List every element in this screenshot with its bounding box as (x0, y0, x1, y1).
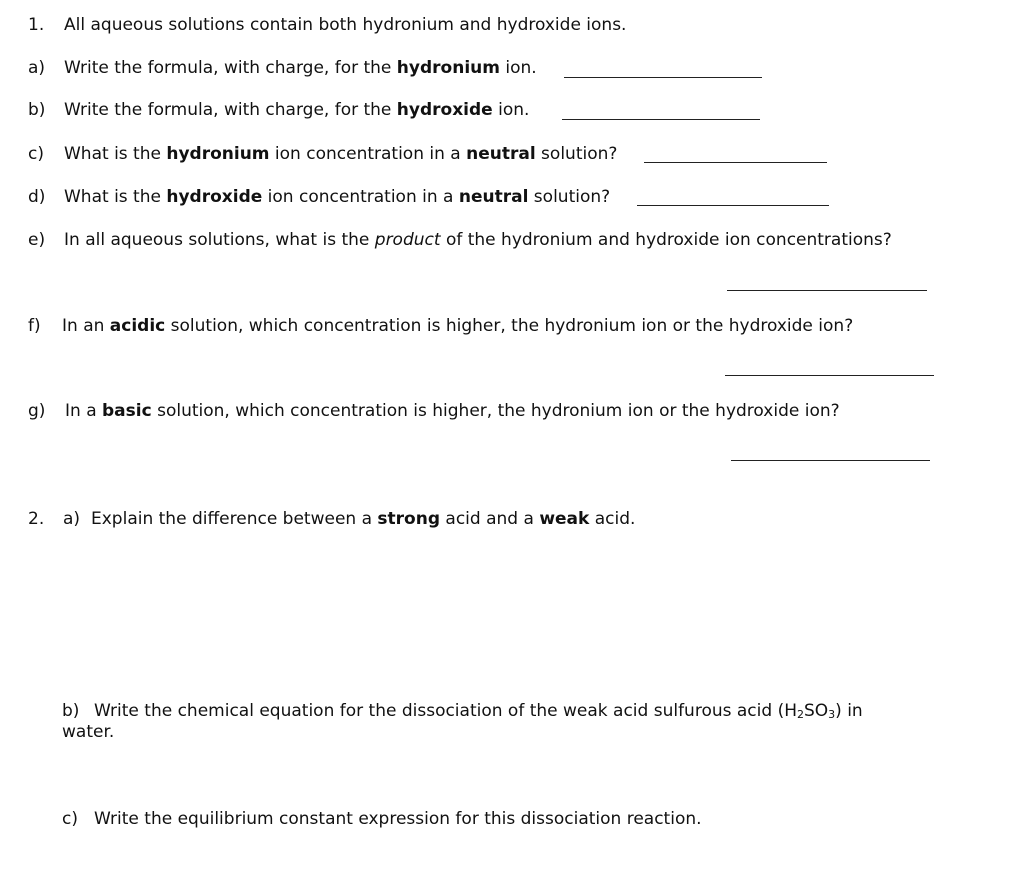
q1d-text-bold2: neutral (458, 187, 529, 207)
q1d-label: d) (28, 187, 46, 207)
q2b-answer-space[interactable] (60, 750, 960, 800)
q1c-label: c) (28, 144, 44, 164)
q2a-text-pre: Explain the difference between a (91, 509, 378, 529)
q1a-question (28, 57, 537, 79)
q1b-text-bold: hydroxide (396, 100, 493, 120)
q1-number: 1. (28, 15, 45, 35)
q1f-text-bold: acidic (109, 316, 166, 336)
q2c-question (62, 808, 702, 830)
q1d-text-mid: ion concentration in a (262, 187, 459, 207)
q2c-label: c) (62, 809, 78, 829)
q1e-answer-blank[interactable] (727, 290, 927, 291)
q1a-label: a) (28, 58, 46, 78)
q1c-text-bold2: neutral (466, 144, 536, 164)
q2a-text-post: acid. (589, 509, 636, 529)
q1g-text-post: solution, which concentration is higher, the hydronium ion or the hydroxide ion? (151, 401, 840, 421)
q1a-text-pre: Write the formula, with charge, for the (64, 58, 397, 78)
q1d-answer-blank[interactable] (637, 205, 829, 206)
q1-stem: All aqueous solutions contain both hydronium and hydroxide ions. (64, 15, 627, 35)
q1f-answer-blank[interactable] (725, 375, 934, 376)
q1g-label: g) (28, 401, 46, 421)
q2a-answer-space[interactable] (60, 540, 960, 690)
q2b-question-line1 (62, 700, 863, 726)
q1c-question (28, 143, 617, 165)
q2b-label: b) (62, 701, 80, 721)
q1g-text-bold: basic (102, 401, 152, 421)
q1-header (28, 14, 626, 36)
q1b-label: b) (28, 100, 46, 120)
q1b-answer-blank[interactable] (562, 119, 760, 120)
q2b-text-post: ) in (835, 701, 863, 721)
q1f-question (28, 315, 853, 337)
q2b-text-so: SO (804, 701, 829, 721)
q2a-label: a) (63, 509, 81, 529)
q1c-text-pre: What is the (64, 144, 167, 164)
q1d-question (28, 186, 610, 208)
q1g-answer-blank[interactable] (731, 460, 930, 461)
q2a-text-bold1: strong (377, 509, 441, 529)
q1f-text-post: solution, which concentration is higher, the hydronium ion or the hydroxide ion? (165, 316, 854, 336)
q2a-text-bold2: weak (539, 509, 590, 529)
q1c-text-bold1: hydronium (166, 144, 270, 164)
q1g-question (28, 400, 840, 422)
q1d-text-post: solution? (528, 187, 611, 207)
q2c-answer-space[interactable] (60, 835, 960, 870)
q1f-text-pre: In an (62, 316, 110, 336)
q1e-question (28, 229, 892, 251)
q1e-text-post: of the hydronium and hydroxide ion concentrations? (440, 230, 892, 250)
q1a-text-bold: hydronium (396, 58, 500, 78)
q1e-text-pre: In all aqueous solutions, what is the (64, 230, 375, 250)
q1b-text-post: ion. (492, 100, 530, 120)
q1d-text-pre: What is the (64, 187, 167, 207)
q2b-question-line2: water. (62, 722, 115, 742)
q1b-text-pre: Write the formula, with charge, for the (64, 100, 397, 120)
q1g-text-pre: In a (65, 401, 103, 421)
q2b-sub2: 3 (828, 708, 836, 721)
q1c-answer-blank[interactable] (644, 162, 827, 163)
q2-number: 2. (28, 509, 45, 529)
q1f-label: f) (28, 316, 41, 336)
q1c-text-mid: ion concentration in a (269, 144, 467, 164)
q2c-text: Write the equilibrium constant expression for this dissociation reaction. (94, 809, 702, 829)
q1d-text-bold1: hydroxide (166, 187, 263, 207)
q1a-answer-blank[interactable] (564, 77, 762, 78)
q1e-text-italic: product (374, 230, 441, 250)
q1e-label: e) (28, 230, 46, 250)
q1b-question (28, 99, 529, 121)
q2b-sub1: 2 (797, 708, 804, 721)
q1c-text-post: solution? (535, 144, 618, 164)
q2b-text-pre: Write the chemical equation for the dissociation of the weak acid sulfurous acid (H (94, 701, 797, 721)
q2a-question (28, 508, 635, 530)
q1a-text-post: ion. (499, 58, 537, 78)
q2a-text-mid: acid and a (440, 509, 540, 529)
